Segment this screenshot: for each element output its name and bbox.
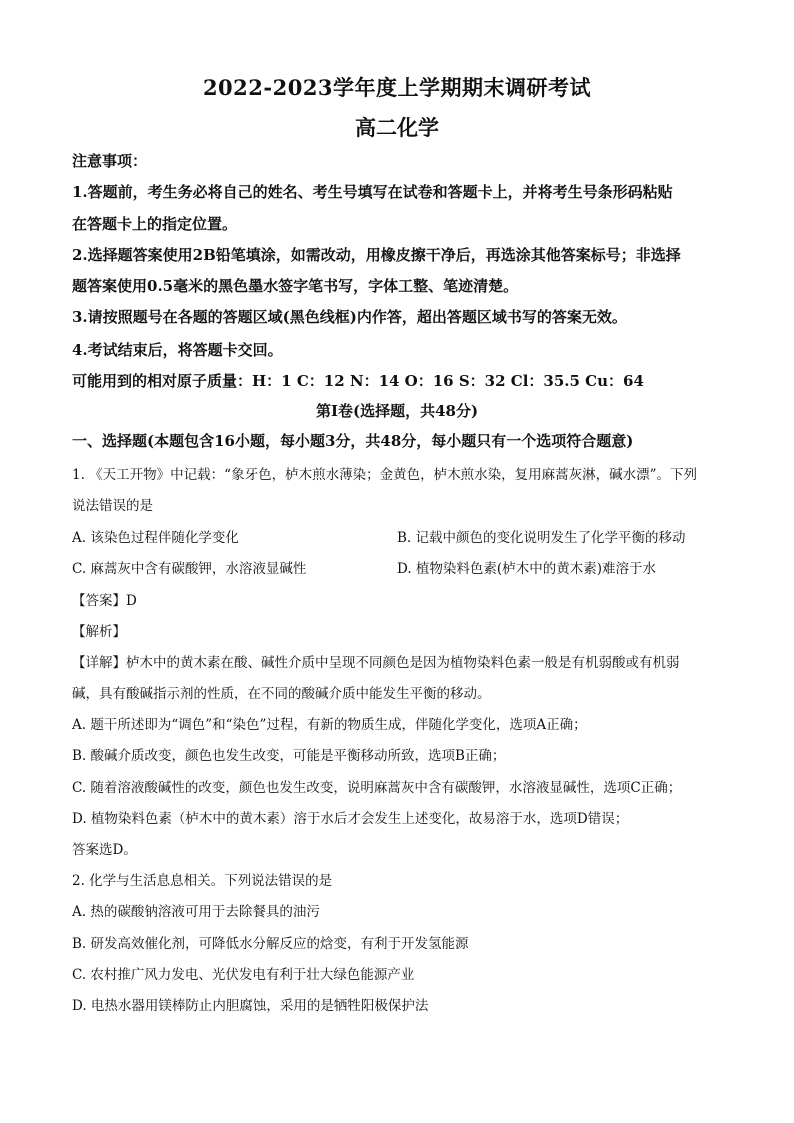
section-heading: 一、选择题(本题包含16小题，每小题3分，共48分，每小题只有一个选项符合题意) xyxy=(72,432,634,450)
volume-title: 第Ⅰ卷(选择题，共48分) xyxy=(315,402,479,420)
q1-option-d: D. 植物染料色素(栌木中的黄木素)难溶于水 xyxy=(397,561,656,577)
q1-option-c: C. 麻蒿灰中含有碳酸钾，水溶液显碱性 xyxy=(72,561,307,577)
q1-stem-line-2: 说法错误的是 xyxy=(72,498,153,514)
q1-explanation-a: A. 题干所述即为“调色”和“染色”过程，有新的物质生成，伴随化学变化，选项A正确； xyxy=(72,717,587,733)
q2-option-d: D. 电热水器用镁棒防止内胆腐蚀，采用的是牺牲阳极保护法 xyxy=(72,998,429,1014)
notice-item-2-line-2: 题答案使用0.5毫米的黑色墨水签字笔书写，字体工整、笔迹清楚。 xyxy=(72,277,519,295)
q1-stem-line-1: 1. 《天工开物》中记载：“象牙色，栌木煎水薄染；金黄色，栌木煎水染，复用麻蒿灰淋，碱水漂”。下列 xyxy=(72,467,697,483)
atomic-mass-line: 可能用到的相对原子质量：H：1 C：12 N：14 O：16 S：32 Cl：35.5 Cu：64 xyxy=(72,372,644,390)
q1-detail-line-1: 【详解】栌木中的黄木素在酸、碱性介质中呈现不同颜色是因为植物染料色素一般是有机弱酸或有机弱 xyxy=(72,655,680,671)
q1-conclusion: 答案选D。 xyxy=(72,842,137,858)
notice-item-1-line-1: 1.答题前，考生务必将自己的姓名、考生号填写在试卷和答题卡上，并将考生号条形码粘贴 xyxy=(72,183,673,201)
q2-option-b: B. 研发高效催化剂，可降低水分解反应的焓变，有利于开发氢能源 xyxy=(72,936,469,952)
q1-explanation-b: B. 酸碱介质改变，颜色也发生改变，可能是平衡移动所致，选项B正确； xyxy=(72,748,506,764)
q1-option-b: B. 记载中颜色的变化说明发生了化学平衡的移动 xyxy=(397,530,686,546)
notice-item-4: 4.考试结束后，将答题卡交回。 xyxy=(72,341,283,359)
notice-item-3: 3.请按照题号在各题的答题区域(黑色线框)内作答，超出答题区域书写的答案无效。 xyxy=(72,308,627,326)
notice-heading: 注意事项： xyxy=(72,152,148,170)
q2-option-a: A. 热的碳酸钠溶液可用于去除餐具的油污 xyxy=(72,904,320,920)
exam-title: 2022-2023学年度上学期期末调研考试 xyxy=(202,75,592,100)
notice-item-1-line-2: 在答题卡上的指定位置。 xyxy=(72,215,238,233)
q2-option-c: C. 农村推广风力发电、光伏发电有利于壮大绿色能源产业 xyxy=(72,967,415,983)
q2-stem: 2. 化学与生活息息相关。下列说法错误的是 xyxy=(72,873,333,889)
q1-explanation-d: D. 植物染料色素（栌木中的黄木素）溶于水后才会发生上述变化，故易溶于水，选项D错误； xyxy=(72,811,629,827)
q1-option-a: A. 该染色过程伴随化学变化 xyxy=(72,530,239,546)
exam-subject: 高二化学 xyxy=(355,115,439,140)
q1-explanation-c: C. 随着溶液酸碱性的改变，颜色也发生改变，说明麻蒿灰中含有碳酸钾，水溶液显碱性，选项C正确； xyxy=(72,780,682,796)
q1-answer: 【答案】D xyxy=(72,593,137,609)
notice-item-2-line-1: 2.选择题答案使用2B铅笔填涂，如需改动，用橡皮擦干净后，再选涂其他答案标号；非选择 xyxy=(72,246,681,264)
q1-detail-line-2: 碱，具有酸碱指示剂的性质，在不同的酸碱介质中能发生平衡的移动。 xyxy=(72,686,491,702)
q1-analysis-label: 【解析】 xyxy=(72,624,126,640)
